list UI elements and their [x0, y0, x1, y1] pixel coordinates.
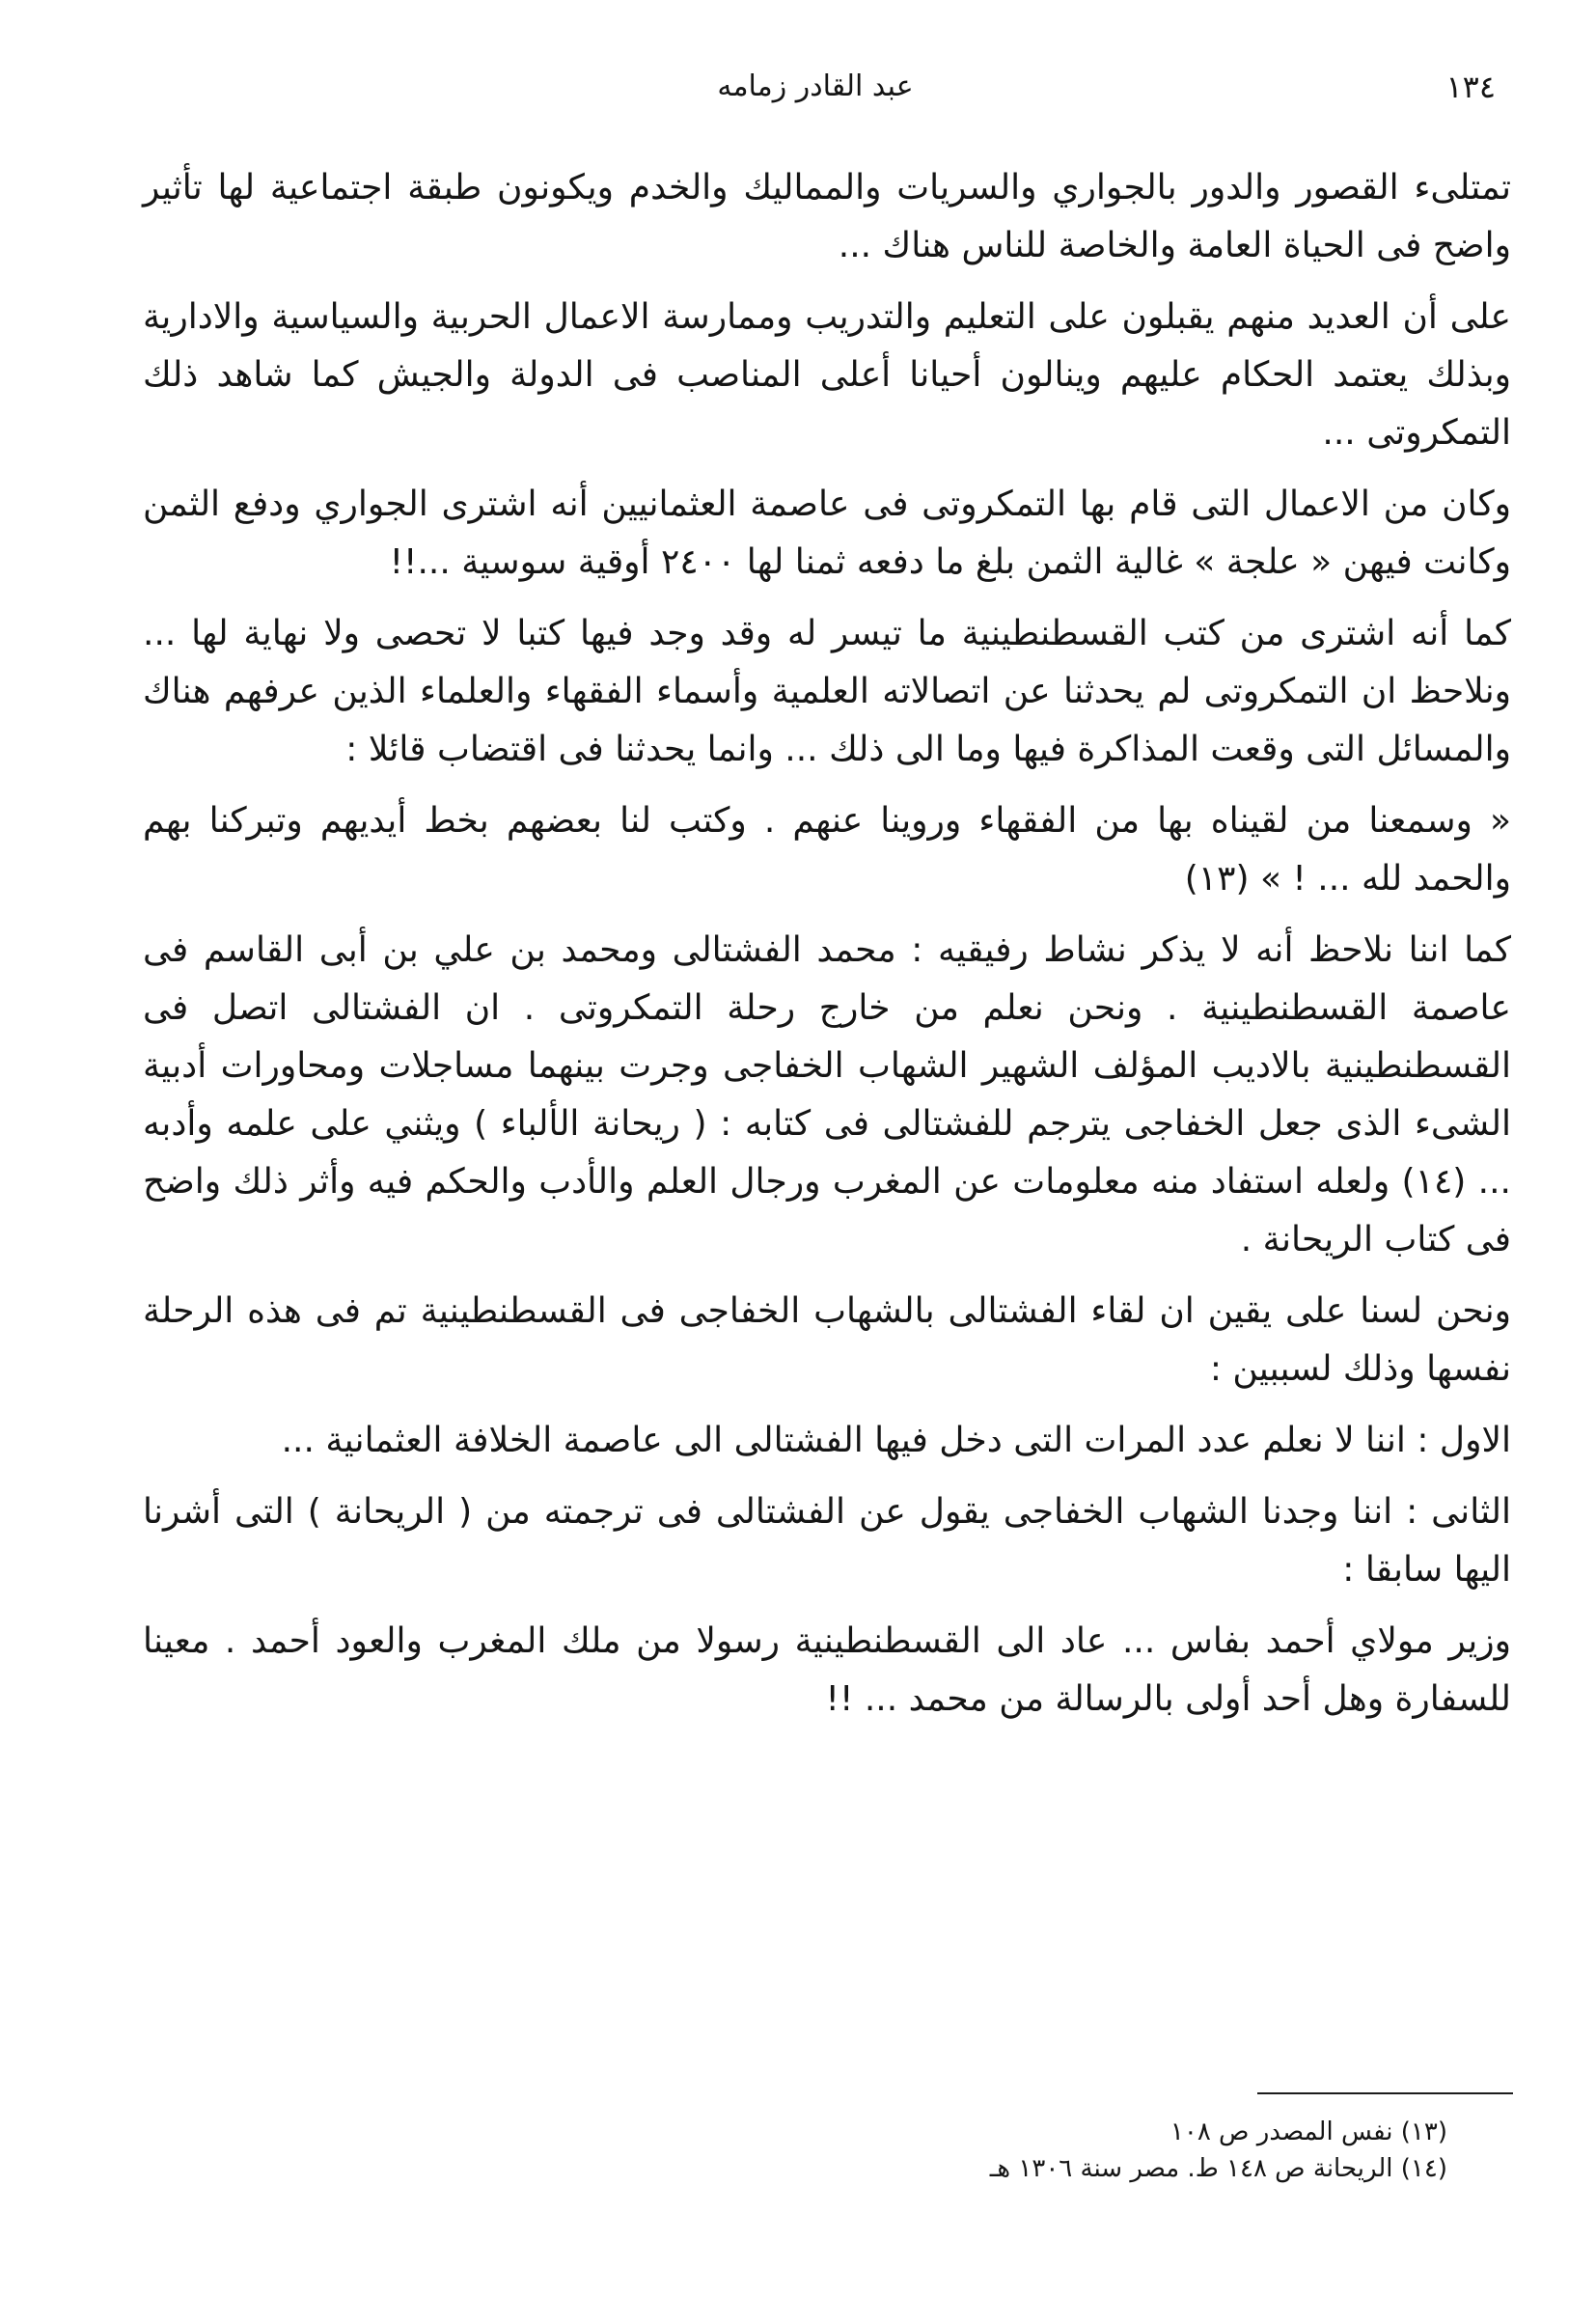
paragraph-second-reason: الثانى : اننا وجدنا الشهاب الخفاجى يقول عن الفشتالى فى ترجمته من ( الريحانة ) التى أشرنا اليها سابقا :	[143, 1492, 1511, 1590]
footnote-divider	[1257, 2092, 1513, 2094]
page-header	[135, 58, 1496, 116]
paragraph-companions: كما اننا نلاحظ أنه لا يذكر نشاط رفيقيه : محمد الفشتالى ومحمد بن علي بن أبى القاسم فى عاصمة القسطنطينية . ونحن نعلم من خارج رحلة التمكروتى . ان الفشتالى اتصل فى القسطنطينية بالاديب المؤلف الشهير الشهاب الخفاجى وجرت بينهما مساجلات ومحاورات أدبية الشىء الذى جعل الخفاجى يترجم للفشتالى فى كتابه : ( ريحانة الألباء ) ويثني على علمه وأدبه ... (١٤) ولعله استفاد منه معلومات عن المغرب ورجال العلم والأدب والحكم فيه وأثر ذلك واضح فى كتاب الريحانة .	[143, 930, 1511, 1259]
running-head-author: عبد القادر زمامه	[717, 69, 914, 103]
paragraph-quotation: « وسمعنا من لقيناه بها من الفقهاء وروينا عنهم . وكتب لنا بعضهم بخط أيديهم وتبركنا بهم والحمد لله ... ! » (١٣)	[143, 801, 1511, 899]
footnote-13: (١٣) نفس المصدر ص ١٠٨	[1169, 2117, 1447, 2146]
paragraph-purchases: وكان من الاعمال التى قام بها التمكروتى فى عاصمة العثمانيين أنه اشترى الجواري ودفع الثمن وكانت فيهن « علجة » غالية الثمن بلغ ما دفعه ثمنا لها ٢٤٠٠ أوقية سوسية ...!!	[143, 484, 1511, 582]
paragraph-books: كما أنه اشترى من كتب القسطنطينية ما تيسر له وقد وجد فيها كتبا لا تحصى ولا نهاية لها ... ونلاحظ ان التمكروتى لم يحدثنا عن اتصالاته العلمية وأسماء الفقهاء والعلماء الذين عرفهم هناك والمسائل التى وقعت المذاكرة فيها وما الى ذلك ... وانما يحدثنا فى اقتضاب قائلا :	[143, 614, 1511, 769]
paragraph-rayhana-quote: وزير مولاي أحمد بفاس ... عاد الى القسطنطينية رسولا من ملك المغرب والعود أحمد . معينا للسفارة وهل أحد أولى بالرسالة من محمد ... !!	[143, 1621, 1511, 1719]
footnotes	[143, 2114, 1447, 2187]
paragraph-slave-class: تمتلىء القصور والدور بالجواري والسريات والمماليك والخدم ويكونون طبقة اجتماعية لها تأثير واضح فى الحياة العامة والخاصة للناس هناك ...	[143, 168, 1511, 265]
paragraph-first-reason: الاول : اننا لا نعلم عدد المرات التى دخل فيها الفشتالى الى عاصمة الخلافة العثمانية ...	[281, 1421, 1511, 1460]
paragraph-education: على أن العديد منهم يقبلون على التعليم والتدريب وممارسة الاعمال الحربية والسياسية والادارية وبذلك يعتمد الحكام عليهم وينالون أحيانا أعلى المناصب فى الدولة والجيش كما شاهد ذلك التمكروتى ...	[143, 297, 1511, 453]
page-number: ١٣٤	[1445, 69, 1496, 105]
body-text	[143, 159, 1511, 1974]
paragraph-uncertainty: ونحن لسنا على يقين ان لقاء الفشتالى بالشهاب الخفاجى فى القسطنطينية تم فى هذه الرحلة نفسها وذلك لسببين :	[143, 1291, 1511, 1389]
footnote-14: (١٤) الريحانة ص ١٤٨ ط. مصر سنة ١٣٠٦ هـ	[989, 2154, 1447, 2183]
